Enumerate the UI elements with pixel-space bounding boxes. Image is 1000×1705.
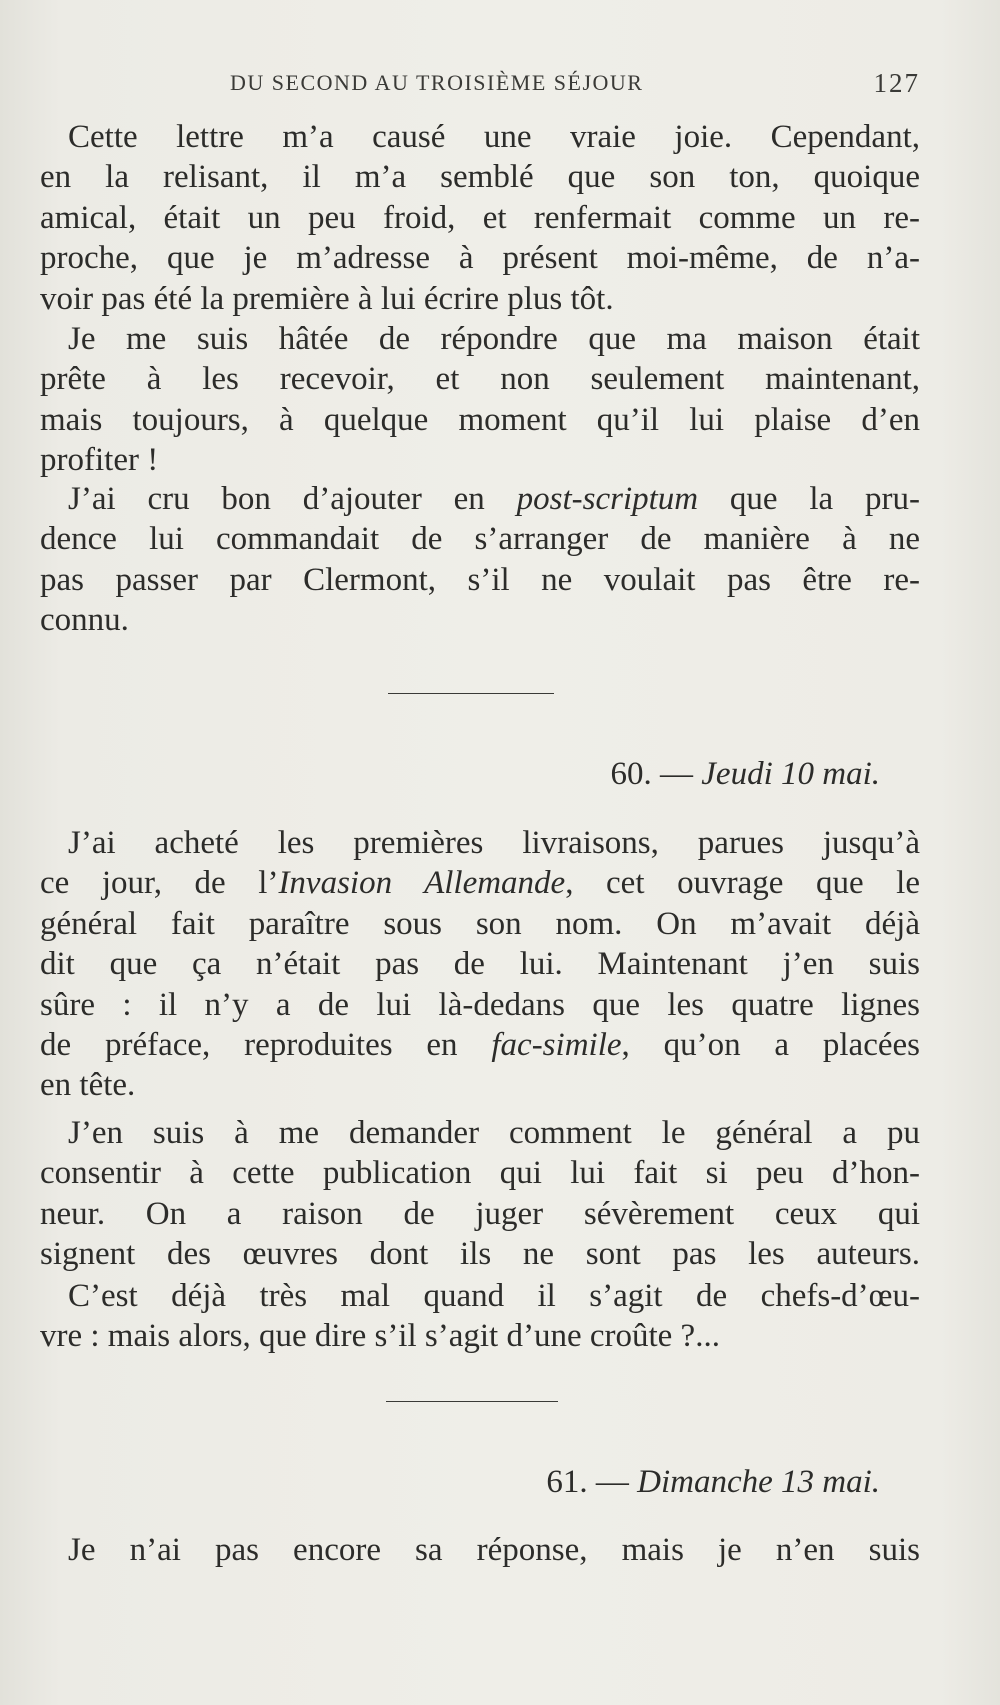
text-line: neur. On a raison de juger sévèrement ceux qui — [40, 1195, 920, 1232]
text-line: Je me suis hâtée de répondre que ma maison était — [68, 321, 920, 357]
text-line: J’ai acheté les premières livraisons, parues jusqu’à — [68, 825, 920, 861]
text-run: J’ai cru bon d’ajouter en — [68, 481, 517, 517]
text-line: profiter ! — [40, 442, 159, 479]
italic-text: Invasion Allemande — [278, 865, 566, 902]
text-line: proche, que je m’adresse à présent moi-même, de n’a- — [40, 240, 920, 277]
text-line — [40, 1025, 920, 1065]
text-line: vre : mais alors, que dire s’il s’agit d’une croûte ?... — [40, 1318, 720, 1355]
italic-text: post-scriptum — [516, 481, 699, 517]
entry-date: Dimanche 13 mai. — [637, 1464, 880, 1500]
text-run: que la pru- — [698, 481, 920, 517]
text-line: pas passer par Clermont, s’il ne voulait pas être re- — [40, 561, 920, 598]
text-line: mais toujours, à quelque moment qu’il lui plaise d’en — [40, 401, 920, 438]
running-title: DU SECOND AU TROISIÈME SÉJOUR — [230, 70, 644, 95]
entry-heading-61 — [546, 1464, 880, 1501]
section-divider — [386, 1401, 558, 1402]
text-line: J’en suis à me demander comment le général a pu — [68, 1115, 920, 1151]
text-line — [40, 479, 920, 519]
text-line: sûre : il n’y a de lui là-dedans que les quatre lignes — [40, 986, 920, 1023]
entry-number: 61. — — [546, 1464, 638, 1500]
text-line: Je n’ai pas encore sa réponse, mais je n’en suis — [68, 1532, 920, 1568]
paragraph-3 — [40, 479, 920, 641]
paragraph-7 — [40, 1530, 920, 1570]
paragraph-5 — [40, 1113, 920, 1275]
running-head — [40, 70, 920, 100]
text-line: prête à les recevoir, et non seulement maintenant, — [40, 361, 920, 398]
paragraph-6 — [40, 1276, 920, 1357]
text-line: voir pas été la première à lui écrire plus tôt. — [40, 280, 614, 317]
text-line: signent des œuvres dont ils ne sont pas les auteurs. — [40, 1236, 920, 1273]
text-line: C’est déjà très mal quand il s’agit de chefs-d’œu- — [68, 1278, 920, 1314]
text-line: dence lui commandait de s’arranger de manière à ne — [40, 521, 920, 558]
text-line: en tête. — [40, 1067, 136, 1104]
paragraph-1 — [40, 117, 920, 319]
text-line: Cette lettre m’a causé une vraie joie. Cependant, — [68, 119, 920, 155]
text-line: dit que ça n’était pas de lui. Maintenant j’en suis — [40, 946, 920, 983]
text-line: amical, était un peu froid, et renfermait comme un re- — [40, 199, 920, 236]
entry-heading-60 — [611, 756, 880, 793]
text-run: de préface, reproduites en — [40, 1026, 492, 1063]
text-line: général fait paraître sous son nom. On m’avait déjà — [40, 905, 920, 942]
italic-text: fac-simile — [491, 1026, 622, 1063]
text-line: en la relisant, il m’a semblé que son ton, quoique — [40, 159, 920, 196]
text-run: ce jour, de l’ — [40, 865, 279, 902]
text-line: connu. — [40, 602, 129, 639]
entry-number: 60. — — [610, 756, 702, 792]
text-run: , qu’on a placées — [621, 1026, 920, 1063]
page-number: 127 — [873, 68, 920, 98]
text-run: , cet ouvrage que le — [565, 865, 920, 902]
paragraph-4 — [40, 823, 920, 1106]
entry-date: Jeudi 10 mai. — [701, 756, 880, 792]
text-line — [40, 863, 920, 903]
paragraph-2 — [40, 319, 920, 481]
section-divider — [388, 693, 554, 694]
text-line: consentir à cette publication qui lui fait si peu d’hon- — [40, 1155, 920, 1192]
